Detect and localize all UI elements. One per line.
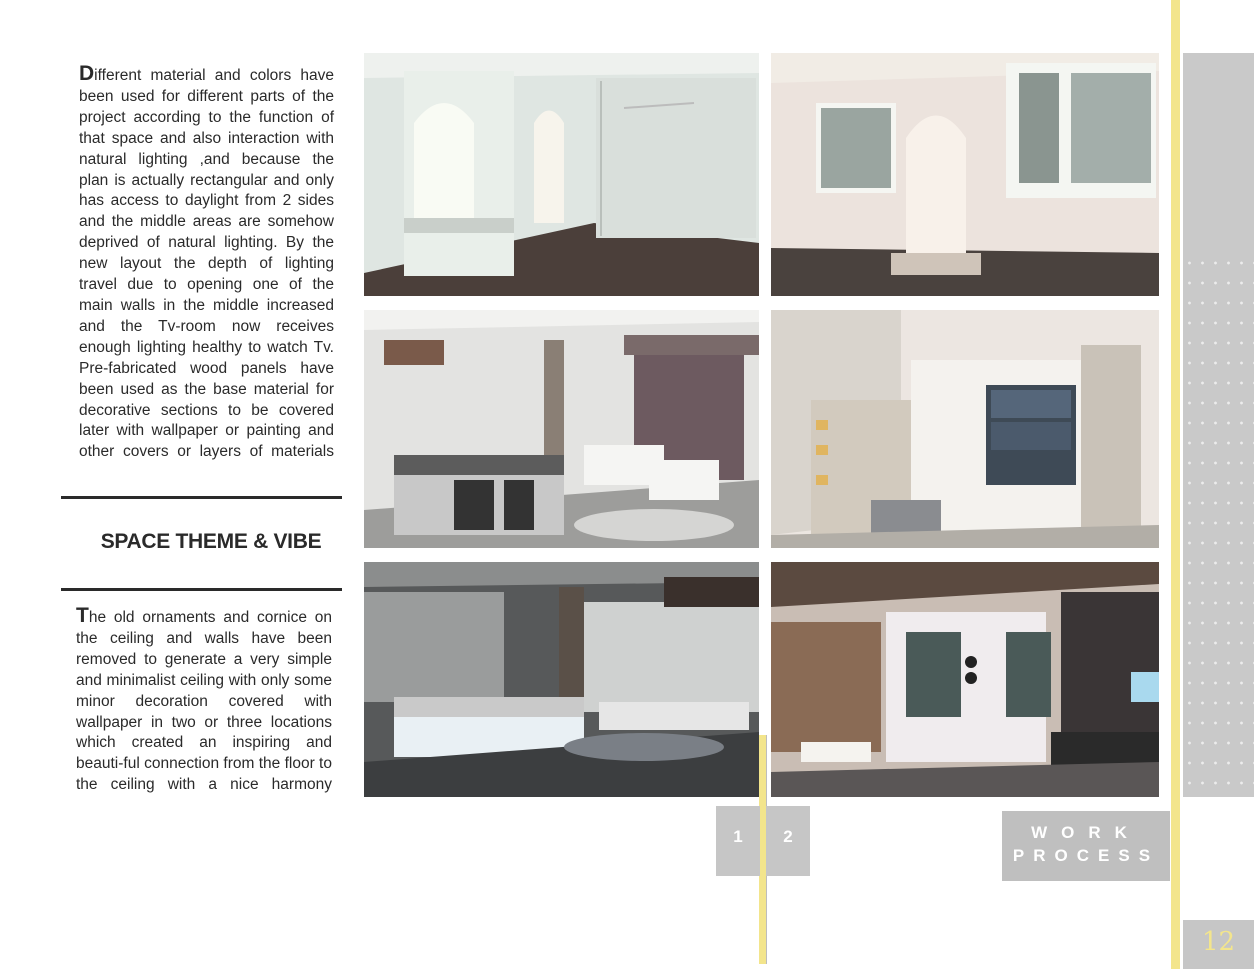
- photo-work-in-progress-panels: [771, 310, 1159, 548]
- page-tab-2[interactable]: 2: [766, 806, 810, 876]
- dot-pattern: [1183, 253, 1254, 797]
- theme-paragraph: [76, 606, 332, 796]
- section-heading: SPACE THEME & VIBE: [100, 530, 322, 553]
- work-process-label: [1002, 811, 1170, 881]
- process-label: PROCESS: [1012, 846, 1160, 865]
- accent-line-right: [1171, 0, 1180, 969]
- photo-before-windows-arch: [771, 53, 1159, 296]
- divider-bottom: [61, 588, 342, 591]
- accent-line-center: [759, 735, 766, 964]
- side-decorative-panel: [1183, 53, 1254, 797]
- intro-paragraph-text: ifferent material and colors have been used for different parts of the project according to the function of that space and also interaction with natural lighting ,and because the plan is actually rectangular and only has access to daylight from 2 sides and the middle areas are somehow deprived of natural lighting. By the new layout the depth of lighting travel due to opening one of the main walls in the middle increased and the Tv-room now receives enough lighting healthy to watch Tv. Pre-fabricated wood panels have been used as the base material for decorative sections to be covered later with wallpaper or painting and other covers or layers of materials: [79, 67, 334, 461]
- page-tab-1[interactable]: 1: [716, 806, 760, 876]
- divider-top: [61, 496, 342, 499]
- photo-before-arched-opening: [364, 53, 759, 296]
- work-label: WORK: [1031, 823, 1141, 842]
- page-number-box: [1183, 920, 1254, 969]
- theme-paragraph-text: he old ornaments and cornice on the ceiling and walls have been removed to generate a very simple and minimalist ceiling with only some minor decoration covered with wallpaper in two or three locations which created an inspiring and beauti-ful connection from the floor to the ceiling with a nice harmony: [76, 609, 332, 794]
- photo-after-counter-night: [364, 562, 759, 797]
- dropcap: T: [76, 604, 89, 627]
- photo-after-tv-wall: [771, 562, 1159, 797]
- intro-paragraph: [79, 64, 334, 463]
- dropcap: D: [79, 62, 95, 85]
- photo-after-kitchen-living: [364, 310, 759, 548]
- page-number: 12: [1201, 927, 1236, 957]
